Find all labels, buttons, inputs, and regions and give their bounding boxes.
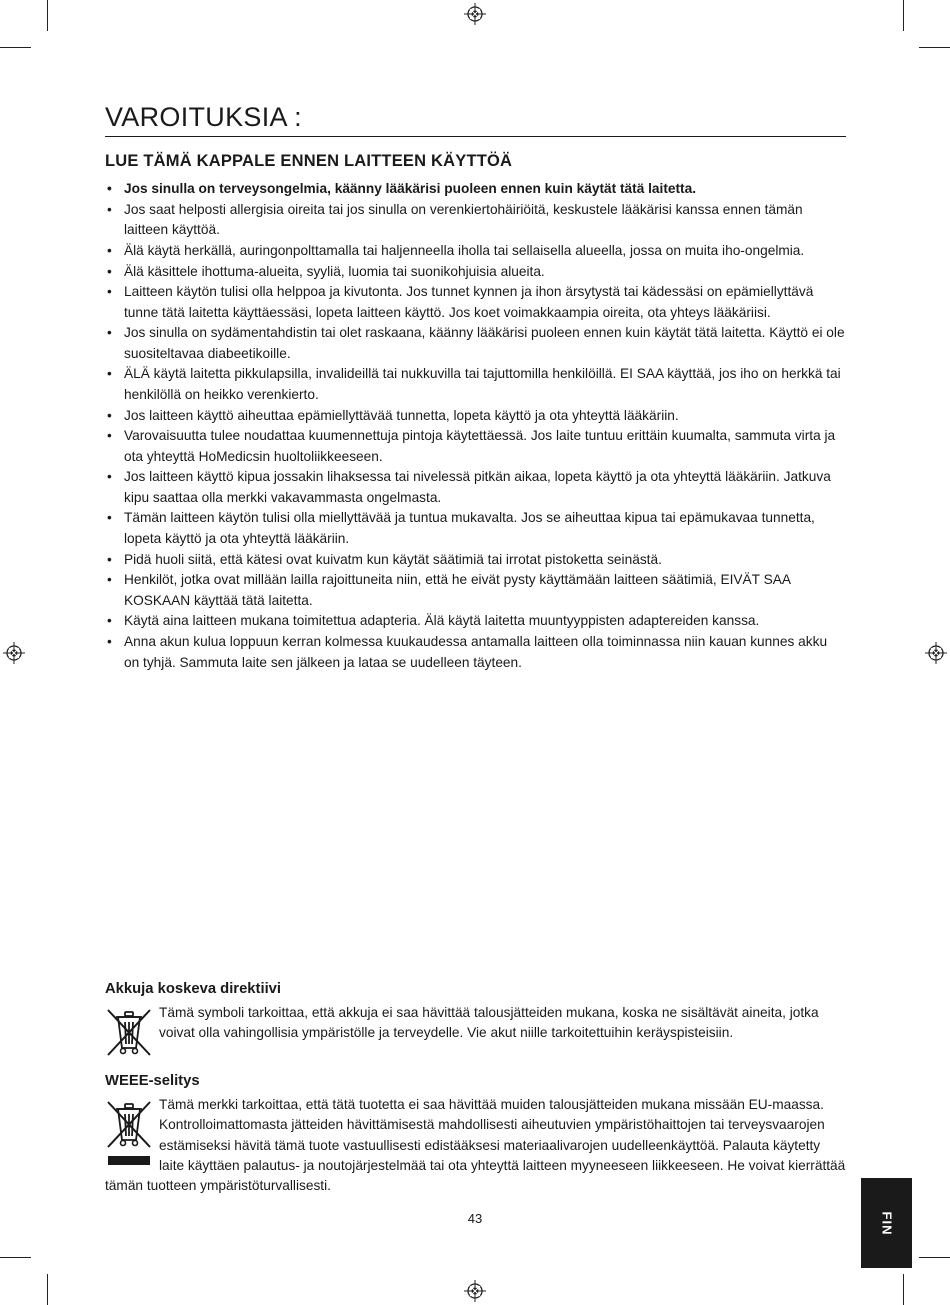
language-tab-label: FIN <box>878 1211 894 1235</box>
crop-mark <box>919 47 950 48</box>
bullet: • <box>107 242 112 258</box>
registration-mark-icon <box>3 642 25 664</box>
warning-text: Jos sinulla on terveysongelmia, käänny lääkärisi puoleen ennen kuin käytät tätä laitetta. <box>124 181 697 196</box>
weee-text-content: Tämä merkki tarkoittaa, että tätä tuotetta ei saa hävittää muiden talousjätteiden mukana missään EU-maassa. Kontrolloimattomasta jätteiden hävittämisestä mahdollisesti aiheutuvien ympäristöhaittojen tai terveysvaarojen estämiseksi hävitä tämä tuote vastuullisesti edistääksesi materiaalivarojen uudelleenkäyttöä. Palauta käytetty laite käyttäen palautus- ja noutojärjestelmää tai ota yhteyttä laitteen myyneeseen liikkeeseen. He voivat kierrättää tämän tuotteen ympäristöturvallisesti. <box>105 1097 846 1194</box>
list-item <box>105 570 845 611</box>
title-rule <box>105 136 846 137</box>
section-heading: LUE TÄMÄ KAPPALE ENNEN LAITTEEN KÄYTTÖÄ <box>105 152 513 170</box>
warning-text: Jos sinulla on sydämentahdistin tai olet raskaana, käänny lääkärisi puoleen ennen kuin käytät tätä laitetta. Käyttö ei ole suositeltavaa diabeetikoille. <box>124 325 845 361</box>
crop-mark <box>0 47 31 48</box>
list-item <box>105 364 845 405</box>
bullet: • <box>107 181 112 196</box>
crop-mark <box>903 1274 904 1305</box>
warning-text: Varovaisuutta tulee noudattaa kuumennettuja pintoja käytettäessä. Jos laite tuntuu erittäin kuumalta, sammuta virta ja ota yhteyttä HoMedicsin huoltoliikkeeseen. <box>124 428 836 464</box>
bullet: • <box>107 284 112 300</box>
bullet: • <box>107 634 112 650</box>
page-number: 43 <box>467 1211 483 1226</box>
warning-text: Jos laitteen käyttö aiheuttaa epämiellyttävää tunnetta, lopeta käyttö ja ota yhteyttä lääkäriin. <box>124 407 679 423</box>
registration-mark-icon <box>464 1280 486 1302</box>
weee-icon-spacer <box>105 1095 159 1175</box>
weee-heading: WEEE-selitys <box>105 1073 200 1089</box>
list-item <box>105 323 845 364</box>
crop-mark <box>919 1257 950 1258</box>
list-item <box>105 467 845 508</box>
warning-text: Jos saat helposti allergisia oireita tai jos sinulla on verenkiertohäiriöitä, keskustele lääkärisi kanssa ennen tämän laitteen käyttöä. <box>124 201 803 238</box>
battery-directive-heading: Akkuja koskeva direktiivi <box>105 981 282 997</box>
bullet: • <box>107 551 112 567</box>
page-title: VAROITUKSIA : <box>105 102 302 132</box>
warning-list <box>105 179 845 673</box>
list-item <box>105 282 845 323</box>
list-item <box>105 611 845 631</box>
warning-text: ÄLÄ käytä laitetta pikkulapsilla, invalideillä tai nukkuvilla tai tajuttomilla henkilöillä. EI SAA käyttää, jos iho on herkkä tai henkilöllä on heikko verenkierto. <box>124 366 841 402</box>
bullet: • <box>107 613 112 629</box>
crop-mark <box>47 0 48 31</box>
list-item <box>105 550 845 570</box>
registration-mark-icon <box>464 3 486 25</box>
list-item <box>105 200 845 241</box>
bullet: • <box>107 325 112 341</box>
warning-text: Jos laitteen käyttö kipua jossakin lihaksessa tai nivelessä pitkän aikaa, lopeta käyttö ja ota yhteyttä lääkäriin. Jatkuva kipu saattaa olla merkki vakavammasta ongelmasta. <box>124 469 831 505</box>
bullet: • <box>107 366 112 382</box>
crop-mark <box>0 1257 31 1258</box>
list-item <box>105 632 845 673</box>
warning-text: Käytä aina laitteen mukana toimitettua adapteria. Älä käytä laitetta muuntyyppisten adaptereiden kanssa. <box>124 613 760 629</box>
warning-text: Pidä huoli siitä, että kätesi ovat kuivatm kun käytät säätimiä tai irrotat pistoketta seinästä. <box>124 551 662 567</box>
list-item <box>105 508 845 549</box>
list-item <box>105 426 845 467</box>
list-item <box>105 179 845 199</box>
warning-text: Laitteen käytön tulisi olla helppoa ja kivutonta. Jos tunnet kynnen ja ihon ärsytystä tai kädessäsi on epämiellyttävä tunne tätä laitetta käyttäessäsi, lopeta laitteen käyttö. Jos koet voimakkaampia oireita, ota yhteys lääkäriisi. <box>124 284 814 320</box>
bullet: • <box>107 263 112 279</box>
registration-mark-icon <box>925 642 947 664</box>
bullet: • <box>107 510 112 526</box>
list-item <box>105 406 845 426</box>
warning-text: Henkilöt, jotka ovat millään lailla rajoittuneita niin, että he eivät pysty käyttämään laitteen säätimiä, EIVÄT SAA KOSKAAN käyttää tätä laitetta. <box>124 572 791 608</box>
bullet: • <box>107 428 112 444</box>
list-item <box>105 262 845 282</box>
bullet: • <box>107 407 112 423</box>
language-tab <box>861 1178 912 1268</box>
warning-text: Anna akun kulua loppuun kerran kolmessa kuukaudessa antamalla laitteen olla toiminnassa niin kauan kunnes akku on tyhjä. Sammuta laite sen jälkeen ja lataa se uudelleen täyteen. <box>124 634 828 670</box>
crossed-out-bin-icon <box>104 1006 154 1063</box>
warning-text: Älä käytä herkällä, auringonpolttamalla tai haljenneella iholla tai sellaisella alueella, jossa on muita iho-ongelmia. <box>124 242 805 258</box>
bullet: • <box>107 469 112 485</box>
battery-directive-text: Tämä symboli tarkoittaa, että akkuja ei saa hävittää talousjätteiden mukana, koska ne sisältävät aineita, jotka voivat olla vahingollisia ympäristölle ja terveydelle. Vie akut niille tarkoitettuihin keräyspisteisiin. <box>159 1005 819 1041</box>
warning-text: Älä käsittele ihottuma-alueita, syyliä, luomia tai suonikohjuisia alueita. <box>124 263 545 279</box>
bullet: • <box>107 572 112 588</box>
crop-mark <box>903 0 904 31</box>
crop-mark <box>47 1274 48 1305</box>
warning-text: Tämän laitteen käytön tulisi olla miellyttävää ja tuntua mukavalta. Jos se aiheuttaa kipua tai epämukavaa tunnetta, lopeta käyttö ja ota yhteyttä lääkäriin. <box>124 510 815 546</box>
bullet: • <box>107 201 112 217</box>
list-item <box>105 241 845 261</box>
weee-text <box>105 1095 847 1196</box>
